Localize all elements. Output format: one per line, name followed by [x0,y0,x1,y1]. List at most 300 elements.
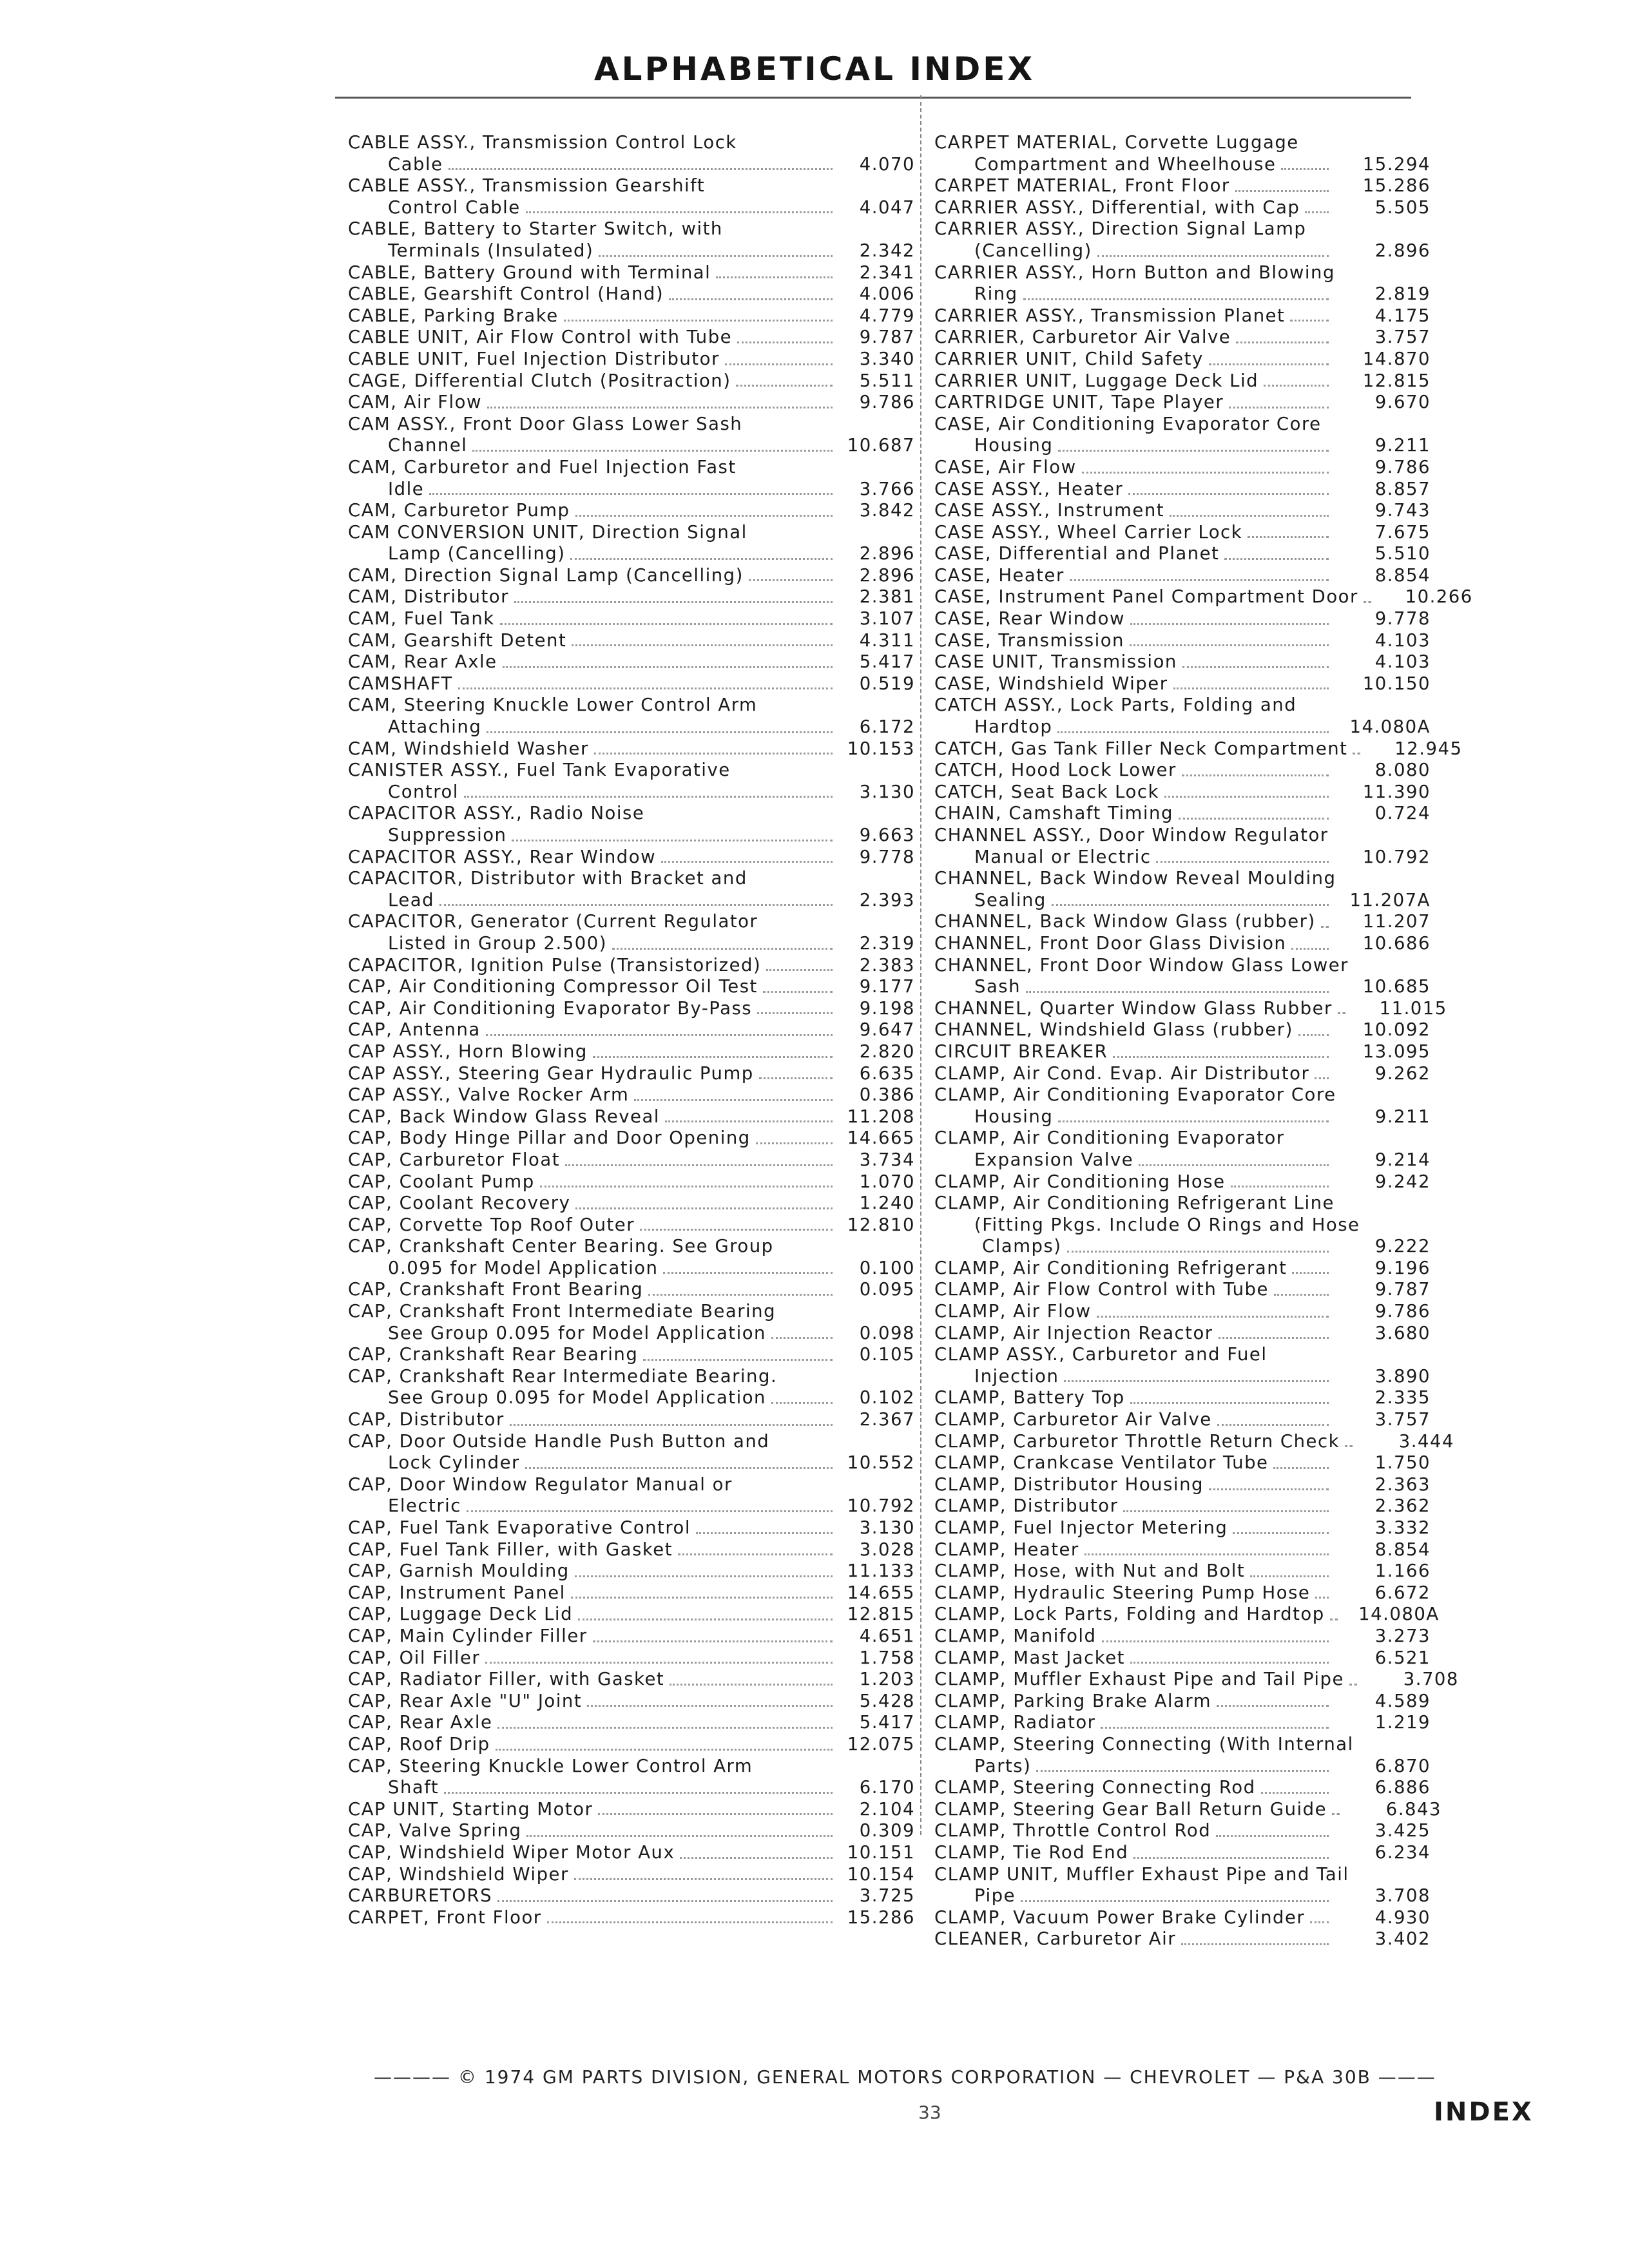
dot-leader [429,493,833,495]
dot-leader [485,1662,833,1664]
dot-leader [540,1186,833,1187]
entry-text: Terminals (Insulated) [388,240,594,261]
entry-group-number: 15.286 [847,1907,915,1928]
index-entry [934,1820,1431,1842]
index-entry [348,565,915,587]
dot-leader [648,1294,833,1296]
entry-text: CARPET, Front Floor [348,1907,542,1928]
index-entry [934,673,1431,695]
dot-leader [1164,796,1329,798]
entry-text: CLAMP, Air Conditioning Evaporator [934,1128,1285,1149]
dot-leader [598,1813,833,1815]
entry-group-number: 2.335 [1374,1387,1431,1408]
entry-text: CLAMP, Heater [934,1539,1079,1560]
index-entry [934,1712,1431,1734]
index-entry [348,1712,915,1734]
entry-text: CLAMP, Air Flow Control with Tube [934,1279,1269,1300]
dot-leader [547,1921,833,1923]
entry-group-number: 6.672 [1374,1582,1431,1603]
dot-leader [680,1857,833,1859]
entry-group-number: 6.886 [1374,1777,1431,1798]
entry-group-number: 9.211 [1374,435,1431,456]
index-entry [934,1756,1431,1778]
dot-leader [594,753,833,754]
dot-leader [525,1467,833,1469]
entry-group-number: 0.105 [859,1344,915,1365]
entry-text: CAP, Back Window Glass Reveal [348,1106,660,1127]
dot-leader [1298,1034,1329,1036]
index-entry [348,132,915,154]
entry-text: CLAMP, Steering Connecting Rod [934,1777,1256,1798]
entry-group-number: 6.170 [859,1777,915,1798]
dot-leader [571,1597,833,1599]
dot-leader [1021,1900,1329,1902]
entry-group-number: 10.552 [847,1452,915,1474]
entry-text: CAMSHAFT [348,673,453,694]
entry-group-number: 4.589 [1374,1690,1431,1711]
index-column-right [934,132,1473,1950]
dot-leader [1101,1727,1329,1729]
entry-group-number: 2.381 [859,586,915,608]
entry-group-number: 2.319 [859,932,915,954]
dot-leader [1173,687,1329,689]
dot-leader [1219,1337,1329,1339]
dot-leader [1023,298,1329,300]
entry-text: CAP, Corvette Top Roof Outer [348,1214,635,1235]
index-entry [934,370,1431,392]
entry-text: CATCH, Seat Back Lock [934,781,1159,802]
dot-leader [771,1402,833,1404]
entry-group-number: 0.095 [859,1279,915,1300]
entry-group-number: 8.857 [1374,478,1431,499]
dot-leader [1209,1488,1329,1490]
index-entry [934,1084,1431,1106]
entry-group-number: 3.766 [859,478,915,499]
entry-text: CHAIN, Camshaft Timing [934,803,1173,824]
dot-leader [1233,1532,1329,1534]
dot-leader [512,840,833,841]
index-entry [348,890,915,912]
index-entry [348,154,915,176]
index-entry [934,500,1431,522]
index-entry [934,565,1431,587]
entry-text: CAP, Carburetor Float [348,1149,561,1170]
index-entry [934,803,1431,825]
entry-text: CLAMP, Fuel Injector Metering [934,1517,1228,1538]
entry-text: Suppression [388,825,507,845]
index-entry [348,197,915,219]
entry-group-number: 9.211 [1374,1106,1431,1127]
entry-text: CHANNEL, Back Window Glass (rubber) [934,911,1316,932]
entry-text: CLAMP, Parking Brake Alarm [934,1690,1212,1711]
entry-group-number: 10.153 [847,738,915,759]
index-entry [348,218,915,240]
index-entry [348,1344,915,1366]
index-entry [348,1366,915,1388]
entry-text: CLAMP, Crankcase Ventilator Tube [934,1452,1269,1474]
entry-text: CAP ASSY., Valve Rocker Arm [348,1084,630,1106]
entry-text: CAM, Carburetor Pump [348,500,570,521]
index-entry [348,803,915,825]
dot-leader [1217,1424,1329,1426]
entry-group-number: 9.787 [1374,1279,1431,1300]
dot-leader [487,407,833,408]
dot-leader [1236,341,1329,343]
index-entry [348,630,915,652]
index-entry [348,782,915,803]
entry-group-number: 10.154 [847,1863,915,1885]
entry-group-number: 3.130 [859,1517,915,1538]
entry-text: CAP, Valve Spring [348,1820,522,1841]
entry-group-number: 10.686 [1362,932,1431,954]
dot-leader [572,644,833,646]
index-entry [934,349,1431,370]
dot-leader [1330,1619,1338,1620]
entry-text: CASE UNIT, Transmission [934,651,1177,673]
dot-leader [1274,1294,1329,1296]
index-entry [934,1430,1454,1453]
index-entry [934,457,1431,479]
entry-text: CLAMP, Steering Connecting (With Internal [934,1733,1354,1754]
entry-group-number: 11.133 [847,1561,915,1582]
entry-text: CAP, Distributor [348,1409,505,1430]
dot-leader [1036,1770,1329,1772]
entry-text: CATCH ASSY., Lock Parts, Folding and [934,695,1297,716]
entry-text: Control [388,781,459,802]
entry-group-number: 3.890 [1374,1365,1431,1387]
entry-text: Electric [388,1495,461,1517]
entry-text: CAPACITOR, Generator (Current Regulator [348,911,758,932]
index-entry [348,998,915,1020]
entry-text: Manual or Electric [974,846,1152,867]
entry-text: CAP, Steering Knuckle Lower Control Arm [348,1755,753,1776]
entry-text: CAM CONVERSION UNIT, Direction Signal [348,521,747,543]
entry-text: CLAMP, Hose, with Nut and Bolt [934,1561,1246,1582]
dot-leader [1128,493,1329,495]
index-entry [348,305,915,327]
dot-leader [1217,1705,1329,1707]
index-entry [934,1387,1431,1409]
index-entry [348,1301,915,1323]
index-entry [348,1452,915,1474]
entry-text: CASE, Transmission [934,629,1124,651]
entry-group-number: 0.100 [859,1257,915,1278]
entry-text: 0.095 for Model Application [388,1257,659,1278]
dot-leader [487,731,833,733]
dot-leader [570,558,833,560]
index-entry [348,543,915,565]
index-entry [348,847,915,869]
dot-leader [593,1056,833,1058]
entry-text: CAP, Crankshaft Rear Intermediate Bearing. [348,1365,778,1387]
entry-text: CAP, Coolant Recovery [348,1193,571,1214]
entry-text: CARPET MATERIAL, Corvette Luggage [934,132,1299,153]
index-entry [348,1474,915,1496]
dot-leader [1181,1943,1329,1945]
entry-group-number: 6.172 [859,716,915,738]
dot-leader [1058,450,1329,452]
entry-text: CAPACITOR, Ignition Pulse (Transistorized) [348,954,762,975]
entry-group-number: 0.724 [1374,803,1431,824]
entry-group-number: 8.854 [1374,1539,1431,1560]
entry-group-number: 3.757 [1374,1409,1431,1430]
dot-leader [503,666,833,668]
index-entry [934,1063,1431,1085]
index-entry [934,911,1431,933]
index-entry [348,695,915,716]
index-entry [348,414,915,436]
entry-text: CAP, Crankshaft Rear Bearing [348,1344,639,1365]
index-entry [934,1885,1431,1907]
dot-leader [1082,472,1329,474]
dot-leader [526,1835,833,1837]
index-entry [934,1474,1431,1496]
entry-text: CABLE UNIT, Air Flow Control with Tube [348,327,733,348]
index-entry [348,1106,915,1128]
entry-text: See Group 0.095 for Model Application [388,1322,766,1343]
dot-leader [1231,1186,1329,1187]
index-entry [934,890,1431,912]
index-entry [348,1193,915,1215]
entry-group-number: 13.095 [1362,1041,1431,1062]
entry-text: CATCH, Gas Tank Filler Neck Compartment [934,738,1348,759]
index-entry [348,175,915,197]
dot-leader [756,1142,833,1144]
page-number: 33 [918,2102,941,2123]
entry-text: CABLE ASSY., Transmission Gearshift [348,175,706,197]
index-entry [934,1279,1431,1301]
dot-leader [1353,753,1360,754]
entry-group-number: 3.028 [859,1539,915,1560]
entry-text: CAM, Direction Signal Lamp (Cancelling) [348,564,744,586]
footer-text: 1974 GM PARTS DIVISION, GENERAL MOTORS CORPORATION — CHEVROLET — P&A 30B [484,2066,1371,2088]
entry-text: CAM, Rear Axle [348,651,497,673]
entry-group-number: 11.207A [1349,889,1431,910]
entry-text: CAP, Crankshaft Center Bearing. See Group [348,1236,774,1257]
entry-text: CASE, Instrument Panel Compartment Door [934,586,1358,608]
entry-group-number: 4.311 [859,629,915,651]
dot-leader [678,1553,833,1555]
entry-text: CHANNEL, Back Window Reveal Moulding [934,868,1336,889]
dot-leader [1170,515,1329,517]
dot-leader [514,601,833,603]
index-entry [934,1301,1431,1323]
index-entry [934,738,1463,760]
entry-group-number: 0.309 [859,1820,915,1841]
entry-group-number: 0.519 [859,673,915,694]
index-entry [934,1604,1440,1626]
entry-group-number: 14.080A [1358,1604,1440,1625]
entry-text: CLAMP, Tie Rod End [934,1841,1129,1863]
entry-text: CAGE, Differential Clutch (Positraction) [348,370,731,391]
entry-text: CLAMP, Air Conditioning Refrigerant [934,1257,1287,1278]
index-entry [348,479,915,501]
entry-text: CASE, Heater [934,564,1065,586]
index-entry [348,825,915,847]
index-entry [934,608,1431,630]
dot-leader [1305,211,1329,213]
entry-text: CARRIER UNIT, Luggage Deck Lid [934,370,1259,391]
entry-text: CAM, Carburetor and Fuel Injection Fast [348,456,737,477]
index-entry [348,1387,915,1409]
index-entry [934,543,1431,565]
index-entry [348,1215,915,1236]
index-entry [934,651,1431,673]
entry-text: Idle [388,478,425,499]
entry-text: CAPACITOR ASSY., Rear Window [348,846,657,867]
dot-leader [1315,1597,1329,1599]
entry-group-number: 2.820 [859,1041,915,1062]
index-entry [934,1648,1431,1669]
index-entry [934,1691,1431,1713]
entry-group-number: 2.896 [859,543,915,564]
dot-leader [1338,1012,1345,1014]
dot-leader [1292,1272,1329,1274]
dot-leader [757,1012,833,1014]
dot-leader [565,1164,833,1166]
dot-leader [472,450,833,452]
entry-group-number: 10.092 [1362,1019,1431,1041]
dot-leader [497,1900,833,1902]
entry-text: CAP, Crankshaft Front Intermediate Bearing [348,1301,776,1322]
entry-text: CLAMP, Air Conditioning Hose [934,1171,1226,1192]
entry-group-number: 4.006 [859,284,915,305]
entry-text: CABLE, Battery Ground with Terminal [348,262,711,283]
entry-text: CLAMP, Distributor [934,1495,1119,1517]
entry-group-number: 9.222 [1374,1236,1431,1257]
dot-leader [759,1077,833,1079]
dot-leader [1209,363,1329,365]
entry-group-number: 15.286 [1362,175,1431,197]
index-entry [934,1452,1431,1474]
dot-leader [663,1272,833,1274]
index-entry [934,1171,1431,1193]
dot-leader [1321,926,1329,928]
index-entry [348,1777,915,1799]
index-entry [348,1561,915,1582]
dot-leader [1130,1402,1329,1404]
index-entry [348,1323,915,1345]
index-entry [934,716,1431,738]
dot-leader [1250,1575,1329,1577]
dot-leader [1064,1380,1329,1382]
index-entry [934,1539,1431,1561]
entry-group-number: 9.778 [859,846,915,867]
entry-text: CLAMP, Air Flow [934,1301,1092,1322]
index-entry [934,327,1431,349]
dot-leader [578,1619,833,1620]
entry-text: CASE, Air Flow [934,456,1077,477]
entry-group-number: 2.362 [1374,1495,1431,1517]
entry-text: CAP, Instrument Panel [348,1582,566,1603]
index-entry [934,782,1431,803]
entry-group-number: 0.102 [859,1387,915,1408]
dot-leader [599,255,833,257]
entry-group-number: 6.635 [859,1062,915,1084]
dot-leader [1179,818,1329,820]
index-entry [934,847,1431,869]
entry-group-number: 11.208 [847,1106,915,1127]
index-entry [934,1128,1431,1149]
dot-leader [1139,1164,1329,1166]
index-entry [934,586,1473,608]
entry-text: CAM, Distributor [348,586,509,608]
dot-leader [1130,1662,1329,1664]
entry-text: CLAMP, Air Injection Reactor [934,1322,1213,1343]
entry-group-number: 14.080A [1349,716,1431,738]
index-entry [348,738,915,760]
dot-leader [1281,168,1329,170]
index-entry [348,1864,915,1886]
dot-leader [1273,1467,1329,1469]
index-entry [934,1149,1431,1171]
index-entry [348,284,915,305]
entry-text: Lead [388,889,435,910]
index-entry [348,1669,915,1691]
index-entry [934,1193,1431,1215]
entry-text: CARBURETORS [348,1885,493,1907]
index-entry [934,1019,1431,1041]
entry-text: CARTRIDGE UNIT, Tape Player [934,392,1224,413]
entry-group-number: 10.685 [1362,976,1431,997]
entry-group-number: 3.444 [1398,1430,1454,1452]
entry-text: CARRIER UNIT, Child Safety [934,348,1204,369]
index-entry [934,695,1431,716]
dot-leader [448,168,833,170]
entry-text: CLAMP, Air Cond. Evap. Air Distributor [934,1062,1310,1084]
index-entry [348,1019,915,1041]
index-entry [934,154,1431,176]
dot-leader [640,1229,833,1231]
entry-group-number: 10.792 [847,1495,915,1517]
entry-group-number: 8.080 [1374,760,1431,781]
index-entry [934,1907,1431,1929]
entry-group-number: 5.505 [1374,197,1431,218]
entry-group-number: 3.708 [1403,1669,1459,1690]
dot-leader [1264,385,1329,387]
index-entry [934,479,1431,501]
index-entry [348,1885,915,1907]
dot-leader [1229,407,1329,408]
dot-leader [1057,731,1329,733]
index-column-left [348,132,915,1928]
index-entry [348,976,915,998]
dot-leader [1097,1316,1329,1318]
entry-group-number: 12.815 [847,1604,915,1625]
entry-group-number: 3.332 [1374,1517,1431,1538]
entry-group-number: 3.340 [859,348,915,369]
entry-group-number: 2.383 [859,954,915,975]
dot-leader [1123,1510,1329,1512]
entry-group-number: 10.687 [847,435,915,456]
dot-leader [1156,861,1329,863]
entry-text: Sash [974,976,1021,997]
index-entry [934,414,1431,436]
index-entry [348,608,915,630]
footer-line [374,2066,1521,2088]
index-label: INDEX [1434,2097,1534,2127]
entry-text: CAP ASSY., Steering Gear Hydraulic Pump [348,1062,754,1084]
entry-text: CAP, Coolant Pump [348,1171,535,1192]
index-entry [348,1171,915,1193]
dot-leader [1084,1553,1329,1555]
index-entry [934,630,1431,652]
entry-text: CAP, Door Outside Handle Push Button and [348,1430,770,1452]
index-entry [348,370,915,392]
index-entry [348,1409,915,1431]
entry-text: CATCH, Hood Lock Lower [934,760,1177,781]
entry-group-number: 3.734 [859,1149,915,1170]
